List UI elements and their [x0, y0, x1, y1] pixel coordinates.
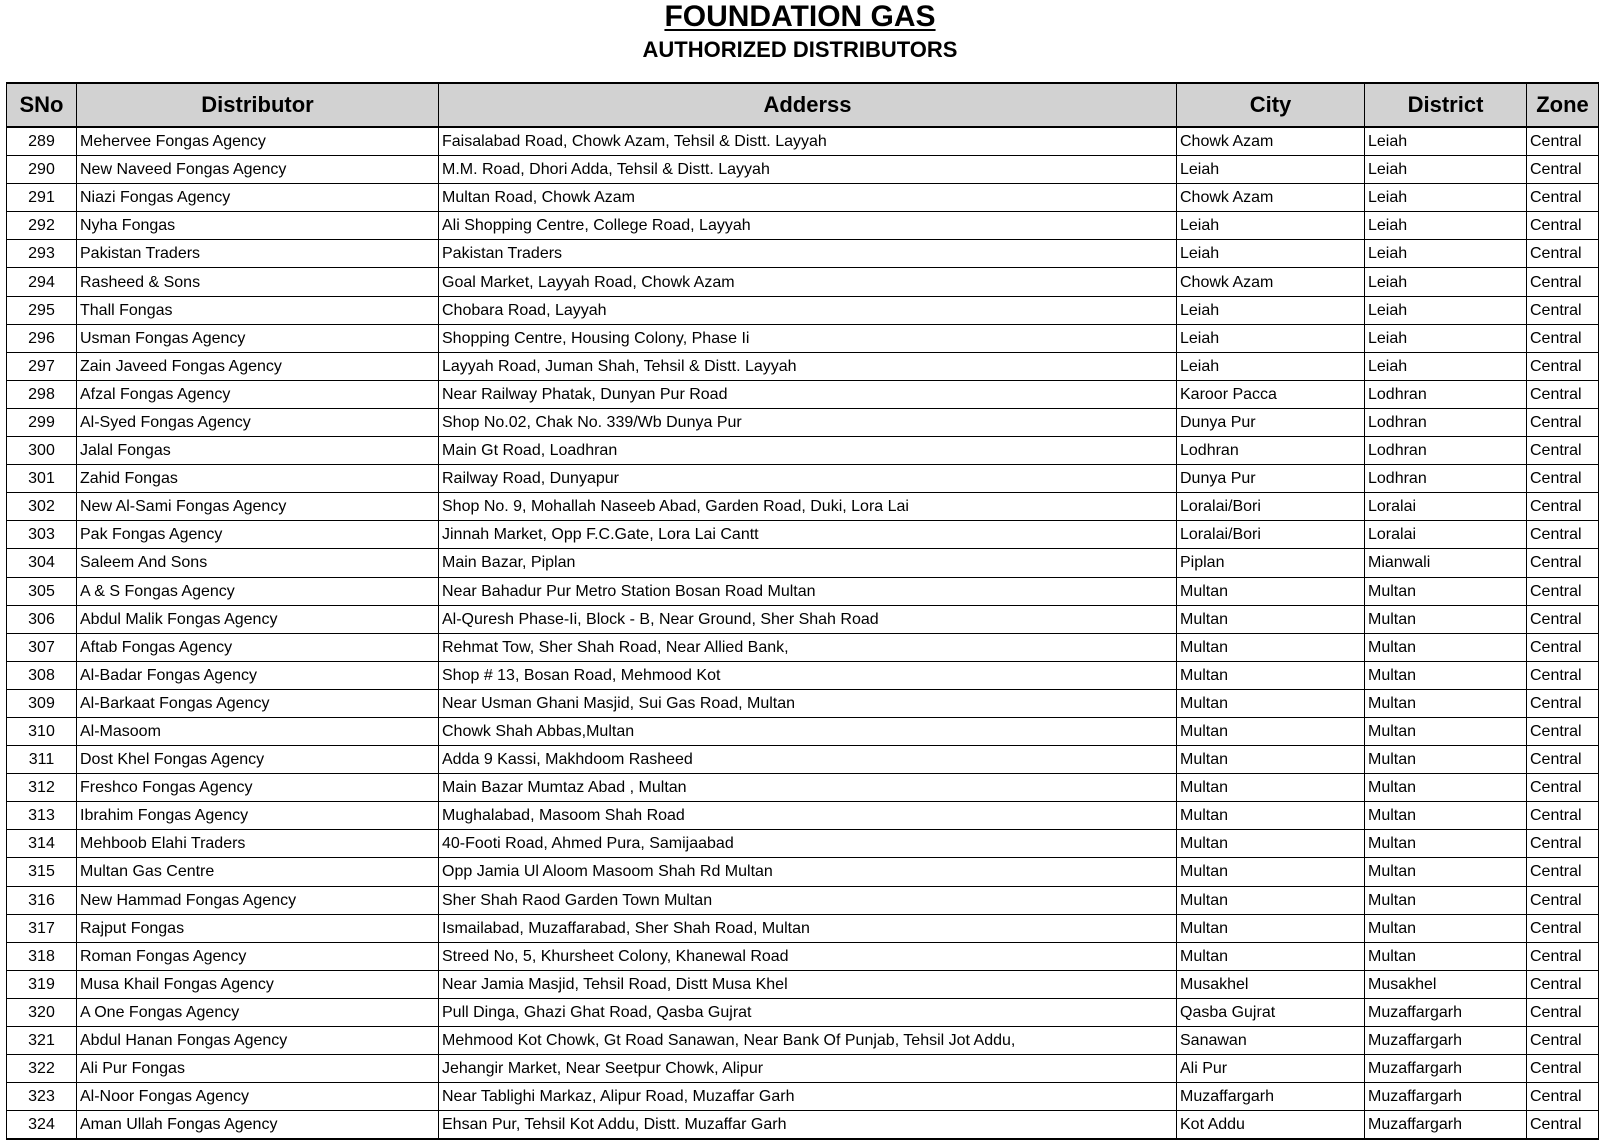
- city-cell: Karoor Pacca: [1177, 380, 1365, 408]
- district-cell: Multan: [1365, 774, 1527, 802]
- column-header-distributor: Distributor: [77, 83, 439, 127]
- table-row: [7, 1111, 1599, 1140]
- column-header-city: City: [1177, 83, 1365, 127]
- city-cell: Qasba Gujrat: [1177, 998, 1365, 1026]
- city-cell: Sanawan: [1177, 1027, 1365, 1055]
- distributor-cell: Rasheed & Sons: [77, 268, 439, 296]
- zone-cell: Central: [1527, 802, 1599, 830]
- district-cell: Loralai: [1365, 521, 1527, 549]
- sno-cell: 297: [7, 352, 77, 380]
- distributor-cell: A One Fongas Agency: [77, 998, 439, 1026]
- zone-cell: Central: [1527, 408, 1599, 436]
- zone-cell: Central: [1527, 746, 1599, 774]
- city-cell: Multan: [1177, 717, 1365, 745]
- address-cell: Main Bazar, Piplan: [439, 549, 1177, 577]
- sno-cell: 319: [7, 970, 77, 998]
- table-row: [7, 493, 1599, 521]
- table-row: [7, 914, 1599, 942]
- zone-cell: Central: [1527, 127, 1599, 156]
- city-cell: Loralai/Bori: [1177, 493, 1365, 521]
- city-cell: Multan: [1177, 942, 1365, 970]
- distributor-cell: Abdul Hanan Fongas Agency: [77, 1027, 439, 1055]
- city-cell: Dunya Pur: [1177, 465, 1365, 493]
- zone-cell: Central: [1527, 1083, 1599, 1111]
- sno-cell: 292: [7, 212, 77, 240]
- address-cell: Al-Quresh Phase-Ii, Block - B, Near Ground, Sher Shah Road: [439, 605, 1177, 633]
- address-cell: Streed No, 5, Khursheet Colony, Khanewal Road: [439, 942, 1177, 970]
- district-cell: Leiah: [1365, 352, 1527, 380]
- table-row: [7, 774, 1599, 802]
- address-cell: 40-Footi Road, Ahmed Pura, Samijaabad: [439, 830, 1177, 858]
- address-cell: Near Railway Phatak, Dunyan Pur Road: [439, 380, 1177, 408]
- address-cell: Layyah Road, Juman Shah, Tehsil & Distt. Layyah: [439, 352, 1177, 380]
- sno-cell: 298: [7, 380, 77, 408]
- sno-cell: 317: [7, 914, 77, 942]
- distributor-cell: Al-Noor Fongas Agency: [77, 1083, 439, 1111]
- address-cell: Ismailabad, Muzaffarabad, Sher Shah Road, Multan: [439, 914, 1177, 942]
- table-row: [7, 689, 1599, 717]
- sno-cell: 313: [7, 802, 77, 830]
- address-cell: Shopping Centre, Housing Colony, Phase Ii: [439, 324, 1177, 352]
- district-cell: Multan: [1365, 605, 1527, 633]
- sno-cell: 312: [7, 774, 77, 802]
- sno-cell: 295: [7, 296, 77, 324]
- sno-cell: 320: [7, 998, 77, 1026]
- city-cell: Multan: [1177, 886, 1365, 914]
- district-cell: Multan: [1365, 661, 1527, 689]
- table-row: [7, 352, 1599, 380]
- city-cell: Leiah: [1177, 324, 1365, 352]
- table-row: [7, 661, 1599, 689]
- table-row: [7, 184, 1599, 212]
- distributor-cell: New Al-Sami Fongas Agency: [77, 493, 439, 521]
- address-cell: Mehmood Kot Chowk, Gt Road Sanawan, Near Bank Of Punjab, Tehsil Jot Addu,: [439, 1027, 1177, 1055]
- address-cell: Near Tablighi Markaz, Alipur Road, Muzaffar Garh: [439, 1083, 1177, 1111]
- district-cell: Multan: [1365, 886, 1527, 914]
- address-cell: Multan Road, Chowk Azam: [439, 184, 1177, 212]
- table-row: [7, 830, 1599, 858]
- address-cell: Adda 9 Kassi, Makhdoom Rasheed: [439, 746, 1177, 774]
- sno-cell: 299: [7, 408, 77, 436]
- distributor-cell: Mehboob Elahi Traders: [77, 830, 439, 858]
- sno-cell: 293: [7, 240, 77, 268]
- table-row: [7, 886, 1599, 914]
- zone-cell: Central: [1527, 465, 1599, 493]
- address-cell: Main Gt Road, Loadhran: [439, 437, 1177, 465]
- zone-cell: Central: [1527, 521, 1599, 549]
- distributor-cell: Afzal Fongas Agency: [77, 380, 439, 408]
- sno-cell: 289: [7, 127, 77, 156]
- city-cell: Leiah: [1177, 240, 1365, 268]
- zone-cell: Central: [1527, 184, 1599, 212]
- address-cell: Ali Shopping Centre, College Road, Layyah: [439, 212, 1177, 240]
- district-cell: Lodhran: [1365, 380, 1527, 408]
- sno-cell: 321: [7, 1027, 77, 1055]
- table-row: [7, 549, 1599, 577]
- address-cell: Railway Road, Dunyapur: [439, 465, 1177, 493]
- zone-cell: Central: [1527, 858, 1599, 886]
- distributor-cell: Aftab Fongas Agency: [77, 633, 439, 661]
- sno-cell: 302: [7, 493, 77, 521]
- city-cell: Multan: [1177, 830, 1365, 858]
- city-cell: Lodhran: [1177, 437, 1365, 465]
- address-cell: Rehmat Tow, Sher Shah Road, Near Allied Bank,: [439, 633, 1177, 661]
- distributor-cell: New Naveed Fongas Agency: [77, 156, 439, 184]
- district-cell: Musakhel: [1365, 970, 1527, 998]
- city-cell: Musakhel: [1177, 970, 1365, 998]
- address-cell: Shop # 13, Bosan Road, Mehmood Kot: [439, 661, 1177, 689]
- zone-cell: Central: [1527, 998, 1599, 1026]
- zone-cell: Central: [1527, 661, 1599, 689]
- sno-cell: 301: [7, 465, 77, 493]
- table-row: [7, 746, 1599, 774]
- distributor-cell: Pakistan Traders: [77, 240, 439, 268]
- table-row: [7, 858, 1599, 886]
- sno-cell: 290: [7, 156, 77, 184]
- zone-cell: Central: [1527, 493, 1599, 521]
- city-cell: Kot Addu: [1177, 1111, 1365, 1140]
- district-cell: Leiah: [1365, 240, 1527, 268]
- distributor-cell: Niazi Fongas Agency: [77, 184, 439, 212]
- distributor-cell: Abdul Malik Fongas Agency: [77, 605, 439, 633]
- sno-cell: 296: [7, 324, 77, 352]
- city-cell: Chowk Azam: [1177, 268, 1365, 296]
- sno-cell: 305: [7, 577, 77, 605]
- table-row: [7, 970, 1599, 998]
- address-cell: Shop No.02, Chak No. 339/Wb Dunya Pur: [439, 408, 1177, 436]
- district-cell: Multan: [1365, 914, 1527, 942]
- address-cell: Opp Jamia Ul Aloom Masoom Shah Rd Multan: [439, 858, 1177, 886]
- address-cell: Jehangir Market, Near Seetpur Chowk, Alipur: [439, 1055, 1177, 1083]
- district-cell: Muzaffargarh: [1365, 998, 1527, 1026]
- zone-cell: Central: [1527, 324, 1599, 352]
- table-row: [7, 1027, 1599, 1055]
- zone-cell: Central: [1527, 1055, 1599, 1083]
- distributor-cell: Dost Khel Fongas Agency: [77, 746, 439, 774]
- sno-cell: 322: [7, 1055, 77, 1083]
- district-cell: Loralai: [1365, 493, 1527, 521]
- table-row: [7, 296, 1599, 324]
- address-cell: Near Usman Ghani Masjid, Sui Gas Road, Multan: [439, 689, 1177, 717]
- sno-cell: 308: [7, 661, 77, 689]
- district-cell: Multan: [1365, 942, 1527, 970]
- district-cell: Multan: [1365, 717, 1527, 745]
- zone-cell: Central: [1527, 605, 1599, 633]
- address-cell: Mughalabad, Masoom Shah Road: [439, 802, 1177, 830]
- city-cell: Leiah: [1177, 296, 1365, 324]
- zone-cell: Central: [1527, 689, 1599, 717]
- city-cell: Multan: [1177, 774, 1365, 802]
- table-row: [7, 942, 1599, 970]
- sno-cell: 294: [7, 268, 77, 296]
- district-cell: Muzaffargarh: [1365, 1027, 1527, 1055]
- district-cell: Muzaffargarh: [1365, 1083, 1527, 1111]
- city-cell: Muzaffargarh: [1177, 1083, 1365, 1111]
- distributor-cell: Al-Masoom: [77, 717, 439, 745]
- table-row: [7, 1055, 1599, 1083]
- table-row: [7, 465, 1599, 493]
- page-subtitle: AUTHORIZED DISTRIBUTORS: [642, 37, 958, 62]
- sno-cell: 311: [7, 746, 77, 774]
- address-cell: Sher Shah Raod Garden Town Multan: [439, 886, 1177, 914]
- zone-cell: Central: [1527, 633, 1599, 661]
- district-cell: Leiah: [1365, 268, 1527, 296]
- zone-cell: Central: [1527, 352, 1599, 380]
- address-cell: Goal Market, Layyah Road, Chowk Azam: [439, 268, 1177, 296]
- sno-cell: 318: [7, 942, 77, 970]
- distributor-cell: Pak Fongas Agency: [77, 521, 439, 549]
- column-header-sno: SNo: [7, 83, 77, 127]
- distributor-cell: Thall Fongas: [77, 296, 439, 324]
- zone-cell: Central: [1527, 830, 1599, 858]
- table-row: [7, 268, 1599, 296]
- column-header-address: Adderss: [439, 83, 1177, 127]
- city-cell: Multan: [1177, 802, 1365, 830]
- district-cell: Lodhran: [1365, 437, 1527, 465]
- table-row: [7, 380, 1599, 408]
- distributor-cell: Musa Khail Fongas Agency: [77, 970, 439, 998]
- district-cell: Leiah: [1365, 127, 1527, 156]
- city-cell: Multan: [1177, 689, 1365, 717]
- table-row: [7, 717, 1599, 745]
- distributor-cell: Freshco Fongas Agency: [77, 774, 439, 802]
- zone-cell: Central: [1527, 886, 1599, 914]
- address-cell: Chowk Shah Abbas,Multan: [439, 717, 1177, 745]
- district-cell: Leiah: [1365, 212, 1527, 240]
- city-cell: Ali Pur: [1177, 1055, 1365, 1083]
- sno-cell: 316: [7, 886, 77, 914]
- sno-cell: 315: [7, 858, 77, 886]
- address-cell: Main Bazar Mumtaz Abad , Multan: [439, 774, 1177, 802]
- city-cell: Multan: [1177, 858, 1365, 886]
- city-cell: Piplan: [1177, 549, 1365, 577]
- table-row: [7, 521, 1599, 549]
- district-cell: Leiah: [1365, 184, 1527, 212]
- district-cell: Mianwali: [1365, 549, 1527, 577]
- distributors-table: [6, 82, 1599, 1140]
- address-cell: Near Bahadur Pur Metro Station Bosan Road Multan: [439, 577, 1177, 605]
- distributor-cell: Al-Syed Fongas Agency: [77, 408, 439, 436]
- sno-cell: 314: [7, 830, 77, 858]
- district-cell: Multan: [1365, 633, 1527, 661]
- city-cell: Dunya Pur: [1177, 408, 1365, 436]
- zone-cell: Central: [1527, 1027, 1599, 1055]
- zone-cell: Central: [1527, 914, 1599, 942]
- table-row: [7, 127, 1599, 156]
- table-row: [7, 212, 1599, 240]
- district-cell: Leiah: [1365, 324, 1527, 352]
- zone-cell: Central: [1527, 296, 1599, 324]
- district-cell: Lodhran: [1365, 408, 1527, 436]
- zone-cell: Central: [1527, 156, 1599, 184]
- city-cell: Leiah: [1177, 212, 1365, 240]
- sno-cell: 309: [7, 689, 77, 717]
- sno-cell: 323: [7, 1083, 77, 1111]
- address-cell: Jinnah Market, Opp F.C.Gate, Lora Lai Cantt: [439, 521, 1177, 549]
- district-cell: Multan: [1365, 830, 1527, 858]
- table-body: [7, 127, 1599, 1139]
- sno-cell: 307: [7, 633, 77, 661]
- sno-cell: 304: [7, 549, 77, 577]
- sno-cell: 300: [7, 437, 77, 465]
- zone-cell: Central: [1527, 942, 1599, 970]
- zone-cell: Central: [1527, 212, 1599, 240]
- table-row: [7, 156, 1599, 184]
- zone-cell: Central: [1527, 437, 1599, 465]
- district-cell: Multan: [1365, 689, 1527, 717]
- distributor-cell: Mehervee Fongas Agency: [77, 127, 439, 156]
- distributor-cell: A & S Fongas Agency: [77, 577, 439, 605]
- distributor-cell: Roman Fongas Agency: [77, 942, 439, 970]
- distributor-cell: Usman Fongas Agency: [77, 324, 439, 352]
- sno-cell: 291: [7, 184, 77, 212]
- distributor-cell: Zahid Fongas: [77, 465, 439, 493]
- table-header-row: [7, 83, 1599, 127]
- table-row: [7, 240, 1599, 268]
- sno-cell: 303: [7, 521, 77, 549]
- distributor-cell: Aman Ullah Fongas Agency: [77, 1111, 439, 1140]
- district-cell: Multan: [1365, 746, 1527, 774]
- zone-cell: Central: [1527, 1111, 1599, 1140]
- distributor-cell: Nyha Fongas: [77, 212, 439, 240]
- city-cell: Multan: [1177, 746, 1365, 774]
- address-cell: Pakistan Traders: [439, 240, 1177, 268]
- address-cell: Shop No. 9, Mohallah Naseeb Abad, Garden Road, Duki, Lora Lai: [439, 493, 1177, 521]
- sno-cell: 306: [7, 605, 77, 633]
- zone-cell: Central: [1527, 380, 1599, 408]
- distributor-cell: Saleem And Sons: [77, 549, 439, 577]
- zone-cell: Central: [1527, 970, 1599, 998]
- distributor-cell: Ibrahim Fongas Agency: [77, 802, 439, 830]
- distributor-cell: New Hammad Fongas Agency: [77, 886, 439, 914]
- zone-cell: Central: [1527, 240, 1599, 268]
- city-cell: Multan: [1177, 914, 1365, 942]
- table-row: [7, 605, 1599, 633]
- table-row: [7, 802, 1599, 830]
- city-cell: Leiah: [1177, 352, 1365, 380]
- zone-cell: Central: [1527, 549, 1599, 577]
- zone-cell: Central: [1527, 268, 1599, 296]
- column-header-zone: Zone: [1527, 83, 1599, 127]
- table-row: [7, 408, 1599, 436]
- city-cell: Leiah: [1177, 156, 1365, 184]
- zone-cell: Central: [1527, 577, 1599, 605]
- district-cell: Multan: [1365, 858, 1527, 886]
- district-cell: Multan: [1365, 802, 1527, 830]
- address-cell: Pull Dinga, Ghazi Ghat Road, Qasba Gujrat: [439, 998, 1177, 1026]
- city-cell: Chowk Azam: [1177, 184, 1365, 212]
- distributor-cell: Al-Badar Fongas Agency: [77, 661, 439, 689]
- district-cell: Multan: [1365, 577, 1527, 605]
- zone-cell: Central: [1527, 717, 1599, 745]
- address-cell: Faisalabad Road, Chowk Azam, Tehsil & Distt. Layyah: [439, 127, 1177, 156]
- distributor-cell: Zain Javeed Fongas Agency: [77, 352, 439, 380]
- district-cell: Leiah: [1365, 296, 1527, 324]
- district-cell: Muzaffargarh: [1365, 1055, 1527, 1083]
- city-cell: Multan: [1177, 605, 1365, 633]
- district-cell: Muzaffargarh: [1365, 1111, 1527, 1140]
- city-cell: Chowk Azam: [1177, 127, 1365, 156]
- address-cell: Near Jamia Masjid, Tehsil Road, Distt Musa Khel: [439, 970, 1177, 998]
- column-header-district: District: [1365, 83, 1527, 127]
- district-cell: Lodhran: [1365, 465, 1527, 493]
- zone-cell: Central: [1527, 774, 1599, 802]
- address-cell: M.M. Road, Dhori Adda, Tehsil & Distt. Layyah: [439, 156, 1177, 184]
- distributor-cell: Ali Pur Fongas: [77, 1055, 439, 1083]
- distributor-cell: Multan Gas Centre: [77, 858, 439, 886]
- table-row: [7, 437, 1599, 465]
- table-row: [7, 633, 1599, 661]
- city-cell: Multan: [1177, 577, 1365, 605]
- sno-cell: 324: [7, 1111, 77, 1140]
- city-cell: Multan: [1177, 661, 1365, 689]
- table-row: [7, 1083, 1599, 1111]
- city-cell: Multan: [1177, 633, 1365, 661]
- table-row: [7, 577, 1599, 605]
- sno-cell: 310: [7, 717, 77, 745]
- address-cell: Ehsan Pur, Tehsil Kot Addu, Distt. Muzaffar Garh: [439, 1111, 1177, 1140]
- city-cell: Loralai/Bori: [1177, 521, 1365, 549]
- table-row: [7, 998, 1599, 1026]
- address-cell: Chobara Road, Layyah: [439, 296, 1177, 324]
- distributor-cell: Rajput Fongas: [77, 914, 439, 942]
- distributor-cell: Jalal Fongas: [77, 437, 439, 465]
- table-row: [7, 324, 1599, 352]
- page-title: FOUNDATION GAS: [664, 0, 936, 33]
- distributor-cell: Al-Barkaat Fongas Agency: [77, 689, 439, 717]
- district-cell: Leiah: [1365, 156, 1527, 184]
